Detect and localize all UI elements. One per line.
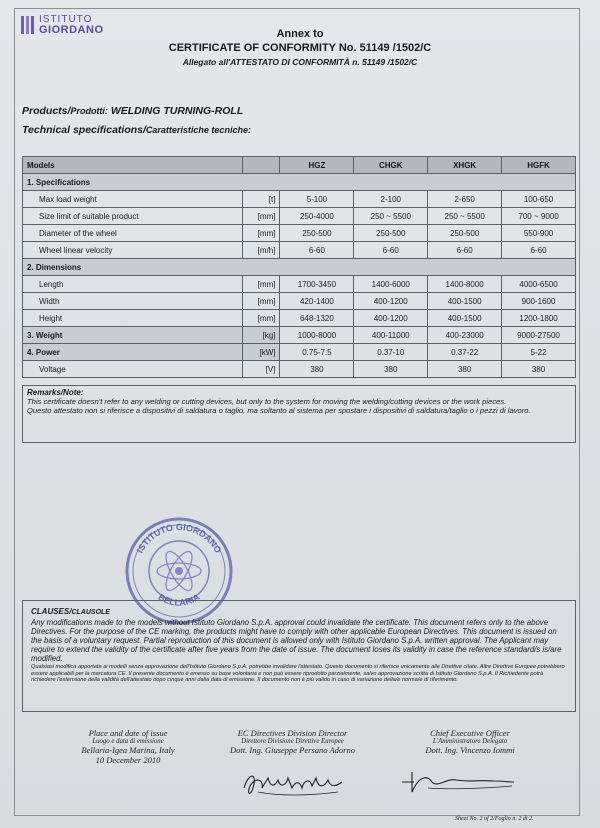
models-header: Models [23,157,243,174]
ceo-signature-icon [398,766,518,796]
products-label-it: Prodotti: [70,106,108,116]
director-name: Dott. Ing. Giuseppe Persano Adorno [230,745,355,755]
row-value: 250 ~ 5500 [428,208,502,225]
row-value: 9000-27500 [502,327,576,344]
row-unit: [kW] [242,344,280,361]
row-name: Size limit of suitable product [23,208,243,225]
row-value: 1200-1800 [502,310,576,327]
remarks-title: Remarks/Note: [27,388,84,397]
stamp-text-top: ISTITUTO GIORDANO [134,521,224,555]
place-date-label-it: Luogo e data di emissione [92,738,164,745]
row-name: Max load weight [23,191,243,208]
unit-header [242,157,280,174]
row-value: 1400-6000 [354,276,428,293]
weight-row [23,327,576,344]
table-row [23,225,576,242]
clauses-title [31,607,567,616]
row-unit: [mm] [242,208,280,225]
row-value: 400-23000 [428,327,502,344]
table-header-row [23,157,576,174]
voltage-row [23,361,576,378]
row-unit: [m/h] [242,242,280,259]
ceo-name: Dott. Ing. Vincenzo Iommi [425,745,515,755]
row-value: 1700-3450 [280,276,354,293]
technical-label-it: Caratteristiche tecniche: [145,125,251,135]
row-value: 400-1500 [428,310,502,327]
remarks-text-en: This certificate doesn't refer to any welding or cutting devices, but only to the system for moving the welding/cutting devices or the work pieces. [27,397,507,406]
row-name: Length [23,276,243,293]
place-date-block [58,728,198,765]
row-name: Voltage [23,361,243,378]
row-value: 4000-6500 [502,276,576,293]
model-header: XHGK [428,157,502,174]
place-date-label: Place and date of issue [88,728,168,738]
table-row [23,208,576,225]
section-title: 2. Dimensions [23,259,576,276]
row-name: 4. Power [23,344,243,361]
row-value: 250-500 [280,225,354,242]
clauses-title-en: CLAUSES/ [31,607,72,616]
logo-line1: ISTITUTO [39,14,93,25]
section-title: 1. Specifications [23,174,576,191]
row-unit: [kg] [242,327,280,344]
model-header: HGFK [502,157,576,174]
ceo-block [385,728,555,755]
division-director-block [205,728,380,755]
row-unit: [mm] [242,276,280,293]
row-value: 700 ~ 9000 [502,208,576,225]
row-value: 250-4000 [280,208,354,225]
clauses-box [22,600,576,712]
row-value: 380 [280,361,354,378]
certificate-subtitle: Allegato all'ATTESTATO DI CONFORMITÀ n. 51149 /1502/C [182,57,418,67]
products-label: Products/ [22,105,71,117]
row-value: 400-1200 [354,310,428,327]
technical-label: Technical specifications/ [22,124,146,136]
row-unit: [V] [242,361,280,378]
certificate-title: CERTIFICATE OF CONFORMITY No. 51149 /1502/C [168,42,432,54]
clauses-title-it: CLAUSOLE [71,609,110,616]
products-value: WELDING TURNING-ROLL [110,105,244,117]
row-value: 0.37-10 [354,344,428,361]
director-signature-icon [238,766,348,800]
row-value: 0.37-22 [428,344,502,361]
row-value: 380 [502,361,576,378]
place-value: Bellaria-Igea Marina, Italy [81,745,175,755]
row-value: 648-1320 [280,310,354,327]
table-row [23,276,576,293]
row-value: 380 [428,361,502,378]
table-row [23,242,576,259]
row-value: 0.75-7.5 [280,344,354,361]
row-value: 1000-8000 [280,327,354,344]
row-unit: [mm] [242,293,280,310]
row-value: 400-1200 [354,293,428,310]
svg-text:ISTITUTO GIORDANO [135,522,224,555]
row-value: 250-500 [354,225,428,242]
director-title-it: Direttore Divisione Direttive Europee [241,738,344,745]
row-unit: [mm] [242,225,280,242]
row-value: 6-60 [502,242,576,259]
row-name: Diameter of the wheel [23,225,243,242]
row-value: 5-22 [502,344,576,361]
row-name: Height [23,310,243,327]
section-row [23,174,576,191]
row-value: 6-60 [354,242,428,259]
row-value: 2-100 [354,191,428,208]
row-value: 1400-8000 [428,276,502,293]
row-value: 400-1500 [428,293,502,310]
stamp-text-bottom: BELLARIA [156,591,202,608]
row-value: 550-900 [502,225,576,242]
technical-specifications-heading [22,124,251,136]
specifications-table [22,156,576,378]
director-title: EC Directives Division Director [237,728,348,738]
ceo-title-it: L'Amministratore Delegato [432,738,508,745]
row-value: 6-60 [280,242,354,259]
sheet-number: Sheet No. 2 of 2/Foglio n. 2 di 2. [455,816,534,822]
row-value: 6-60 [428,242,502,259]
row-value: 400-11000 [354,327,428,344]
row-name: Width [23,293,243,310]
row-value: 250-500 [428,225,502,242]
row-unit: [t] [242,191,280,208]
row-value: 5-100 [280,191,354,208]
row-value: 250 ~ 5500 [354,208,428,225]
row-name: 3. Weight [23,327,243,344]
ceo-title: Chief Executive Officer [430,728,510,738]
row-name: Wheel linear velocity [23,242,243,259]
table-row [23,310,576,327]
row-value: 900-1600 [502,293,576,310]
logo-line2: GIORDANO [39,24,104,36]
section-row [23,259,576,276]
remarks-box [22,385,576,443]
clauses-text-en: Any modifications made to the models without Istituto Giordano S.p.A. approval could invalidate the certificate. This document refers only to the above Directives. For the purpose of the CE marking, the products might have to comply with other applicable European Directives. This document is issued on the basis of a voluntary request. Partial reproduction of this document is allowed only with Istituto Giordano S.p.A. written approval. The Applicant may require to extend the validity of the certificate after five years from the date of issue. The document loses its validity in case the reference standard/s is/are modified. [31,618,562,663]
power-row [23,344,576,361]
clauses-text-it: Qualsiasi modifica apportata ai modelli senza approvazione dell'Istituto Giordano S.p.A. potrebbe invalidare l'attestato. Questo documento si riferisce unicamente alle Direttive citate. Altre Direttive Europee potrebbero essere applicabili per la marcatura CE. Il presente documento è emesso su base volontaria e non può essere riprodotto parzialmente, salvo approvazione scritta di Istituto Giordano S.p.A. Il Richiedente potrà richiedere l'estensione della validità dell'attestato dopo cinque anni dalla data di emissione. Il documento non è più valido in caso di variazione della/e norma/e di riferimento. [31,664,565,684]
row-value: 380 [354,361,428,378]
products-line [22,105,243,117]
table-row [23,191,576,208]
model-header: CHGK [354,157,428,174]
remarks-text-it: Questo attestato non si riferisce a dispositivi di saldatura o taglio, ma soltanto al sistema per spostare i dispositivi di saldatura/taglio o i pezzi di lavoro. [27,406,531,415]
row-value: 100-650 [502,191,576,208]
model-header: HGZ [280,157,354,174]
row-value: 2-650 [428,191,502,208]
date-value: 10 December 2010 [95,755,161,765]
row-value: 420-1400 [280,293,354,310]
row-unit: [mm] [242,310,280,327]
table-row [23,293,576,310]
annex-label: Annex to [276,28,324,40]
